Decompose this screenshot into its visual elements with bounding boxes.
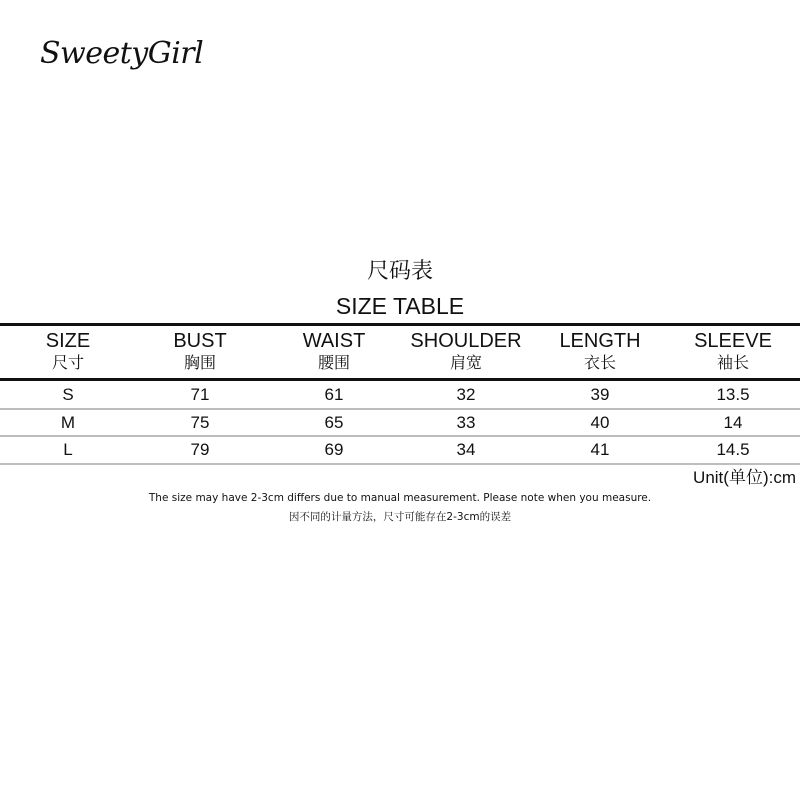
- row-divider: [0, 435, 800, 437]
- cell-sleeve-s: 13.5: [716, 385, 750, 404]
- header-size: [46, 329, 90, 373]
- header-shoulder-cn: 肩宽: [449, 353, 483, 372]
- cell-bust-l: 79: [190, 440, 210, 459]
- header-length-cn: 衣长: [583, 353, 616, 372]
- cell-waist-m: 65: [324, 413, 344, 432]
- measurement-note-chinese: 因不同的计量方法，尺寸可能存在2-3cm的误差: [288, 511, 512, 523]
- brand-logo: SweetyGirl: [40, 36, 204, 71]
- header-bust: [173, 329, 226, 373]
- cell-length-l: 41: [590, 440, 610, 459]
- header-length: [559, 329, 640, 373]
- header-bust-cn: 胸围: [183, 353, 216, 372]
- cell-shoulder-s: 32: [456, 385, 476, 404]
- header-length-en: LENGTH: [559, 330, 641, 352]
- header-bust-en: BUST: [173, 330, 227, 352]
- cell-sleeve-l: 14.5: [716, 440, 750, 459]
- cell-size-s: S: [62, 385, 74, 404]
- cell-sleeve-m: 14: [723, 413, 743, 432]
- cell-bust-s: 71: [190, 385, 210, 404]
- header-size-en: SIZE: [45, 330, 91, 352]
- header-waist-en: WAIST: [302, 330, 366, 352]
- cell-shoulder-l: 34: [456, 440, 476, 459]
- table-bottom-rule: [0, 463, 800, 465]
- unit-label: Unit(单位):cm: [693, 468, 796, 487]
- cell-waist-s: 61: [324, 385, 344, 404]
- cell-size-l: L: [63, 440, 73, 459]
- measurement-note-english: The size may have 2-3cm differs due to manual measurement. Please note when you measure.: [148, 492, 652, 504]
- header-sleeve: [694, 329, 772, 373]
- header-waist-cn: 腰围: [317, 353, 350, 372]
- table-header-rule: [0, 378, 800, 381]
- cell-length-m: 40: [590, 413, 610, 432]
- header-sleeve-en: SLEEVE: [694, 330, 772, 352]
- header-waist: [303, 329, 366, 373]
- table-title-chinese: 尺码表: [366, 259, 433, 284]
- cell-shoulder-m: 33: [456, 413, 476, 432]
- cell-waist-l: 69: [324, 440, 344, 459]
- row-divider: [0, 408, 800, 410]
- cell-size-m: M: [60, 413, 76, 432]
- header-sleeve-cn: 袖长: [716, 353, 750, 372]
- header-shoulder-en: SHOULDER: [410, 330, 522, 352]
- cell-bust-m: 75: [190, 413, 210, 432]
- table-top-rule: [0, 323, 800, 326]
- header-size-cn: 尺寸: [51, 353, 85, 372]
- header-shoulder: [410, 329, 521, 373]
- table-title-english: SIZE TABLE: [335, 293, 465, 319]
- cell-length-s: 39: [590, 385, 610, 404]
